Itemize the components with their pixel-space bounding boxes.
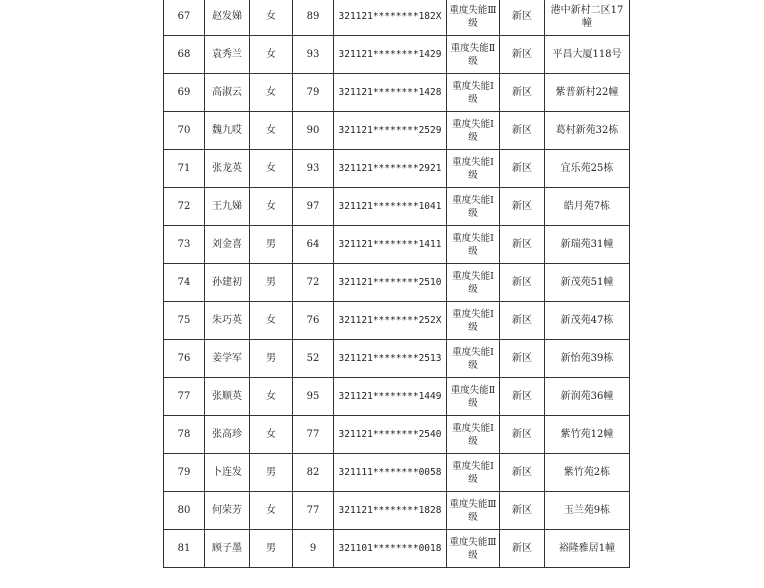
table-row [164,492,630,530]
row-number: 71 [164,150,205,188]
address-cell: 皓月苑7栋 [545,188,630,226]
disability-level-cell: 重度失能Ⅲ级 [447,492,500,530]
table-row [164,226,630,264]
disability-level-cell: 重度失能Ⅰ级 [447,454,500,492]
area-cell: 新区 [500,226,545,264]
disability-level-cell: 重度失能Ⅱ级 [447,378,500,416]
id-number-cell: 321121********2540 [334,416,447,454]
age-cell: 77 [293,492,334,530]
person-name: 刘金喜 [205,226,250,264]
person-name: 何荣芳 [205,492,250,530]
age-cell: 82 [293,454,334,492]
row-number: 77 [164,378,205,416]
person-name: 张高珍 [205,416,250,454]
sex-cell: 女 [250,74,293,112]
person-name: 赵发娣 [205,0,250,36]
age-cell: 97 [293,188,334,226]
address-cell: 新润苑36幢 [545,378,630,416]
table-row [164,112,630,150]
address-cell: 新茂苑51幢 [545,264,630,302]
address-cell: 平昌大厦118号 [545,36,630,74]
disability-level-cell: 重度失能Ⅰ级 [447,416,500,454]
table-row [164,340,630,378]
address-cell: 新茂苑47栋 [545,302,630,340]
row-number: 68 [164,36,205,74]
person-name: 卜连发 [205,454,250,492]
id-number-cell: 321121********252X [334,302,447,340]
area-cell: 新区 [500,74,545,112]
area-cell: 新区 [500,302,545,340]
address-cell: 紫竹苑2栋 [545,454,630,492]
disability-level-cell: 重度失能Ⅰ级 [447,188,500,226]
sex-cell: 女 [250,112,293,150]
age-cell: 93 [293,150,334,188]
age-cell: 64 [293,226,334,264]
data-table-container [163,0,625,568]
person-name: 王九娣 [205,188,250,226]
age-cell: 95 [293,378,334,416]
id-number-cell: 321101********0018 [334,530,447,568]
person-name: 顾子墨 [205,530,250,568]
row-number: 69 [164,74,205,112]
person-name: 张龙英 [205,150,250,188]
row-number: 80 [164,492,205,530]
person-name: 魏九哎 [205,112,250,150]
age-cell: 93 [293,36,334,74]
address-cell: 紫普新村22幢 [545,74,630,112]
id-number-cell: 321121********2529 [334,112,447,150]
address-cell: 裕隆雅居1幢 [545,530,630,568]
table-row [164,0,630,36]
table-row [164,74,630,112]
disability-level-cell: 重度失能Ⅲ级 [447,530,500,568]
area-cell: 新区 [500,150,545,188]
table-row [164,36,630,74]
table-row [164,378,630,416]
sex-cell: 女 [250,302,293,340]
table-body [164,0,630,568]
sex-cell: 女 [250,0,293,36]
area-cell: 新区 [500,36,545,74]
area-cell: 新区 [500,530,545,568]
disability-level-cell: 重度失能Ⅰ级 [447,264,500,302]
address-cell: 港中新村二区17幢 [545,0,630,36]
age-cell: 79 [293,74,334,112]
person-name: 朱巧英 [205,302,250,340]
person-name: 孙建初 [205,264,250,302]
table-row [164,416,630,454]
area-cell: 新区 [500,188,545,226]
age-cell: 52 [293,340,334,378]
id-number-cell: 321121********2510 [334,264,447,302]
sex-cell: 女 [250,378,293,416]
id-number-cell: 321111********0058 [334,454,447,492]
sex-cell: 男 [250,340,293,378]
id-number-cell: 321121********1041 [334,188,447,226]
row-number: 79 [164,454,205,492]
age-cell: 77 [293,416,334,454]
disability-level-cell: 重度失能Ⅲ级 [447,0,500,36]
area-cell: 新区 [500,492,545,530]
row-number: 74 [164,264,205,302]
row-number: 78 [164,416,205,454]
age-cell: 9 [293,530,334,568]
area-cell: 新区 [500,0,545,36]
area-cell: 新区 [500,340,545,378]
disability-level-cell: 重度失能Ⅰ级 [447,112,500,150]
person-name: 姜学军 [205,340,250,378]
address-cell: 新瑞苑31幢 [545,226,630,264]
sex-cell: 男 [250,226,293,264]
table-row [164,188,630,226]
id-number-cell: 321121********1411 [334,226,447,264]
elderly-care-table [163,0,630,568]
id-number-cell: 321121********1828 [334,492,447,530]
table-row [164,264,630,302]
table-row [164,530,630,568]
id-number-cell: 321121********1428 [334,74,447,112]
row-number: 81 [164,530,205,568]
disability-level-cell: 重度失能Ⅰ级 [447,74,500,112]
row-number: 75 [164,302,205,340]
sex-cell: 女 [250,492,293,530]
id-number-cell: 321121********1429 [334,36,447,74]
age-cell: 72 [293,264,334,302]
sex-cell: 男 [250,530,293,568]
disability-level-cell: 重度失能Ⅰ级 [447,302,500,340]
table-row [164,302,630,340]
age-cell: 89 [293,0,334,36]
area-cell: 新区 [500,378,545,416]
sex-cell: 女 [250,150,293,188]
sex-cell: 女 [250,36,293,74]
row-number: 70 [164,112,205,150]
area-cell: 新区 [500,264,545,302]
sex-cell: 女 [250,188,293,226]
sex-cell: 男 [250,264,293,302]
row-number: 76 [164,340,205,378]
age-cell: 90 [293,112,334,150]
disability-level-cell: 重度失能Ⅰ级 [447,340,500,378]
age-cell: 76 [293,302,334,340]
address-cell: 新怡苑39栋 [545,340,630,378]
address-cell: 葛村新苑32栋 [545,112,630,150]
disability-level-cell: 重度失能Ⅰ级 [447,226,500,264]
person-name: 袁秀兰 [205,36,250,74]
sex-cell: 男 [250,454,293,492]
address-cell: 玉兰苑9栋 [545,492,630,530]
table-row [164,454,630,492]
address-cell: 紫竹苑12幢 [545,416,630,454]
id-number-cell: 321121********2513 [334,340,447,378]
table-row [164,150,630,188]
row-number: 73 [164,226,205,264]
person-name: 高淑云 [205,74,250,112]
area-cell: 新区 [500,112,545,150]
sex-cell: 女 [250,416,293,454]
disability-level-cell: 重度失能Ⅱ级 [447,36,500,74]
area-cell: 新区 [500,454,545,492]
row-number: 72 [164,188,205,226]
person-name: 张顺英 [205,378,250,416]
disability-level-cell: 重度失能Ⅰ级 [447,150,500,188]
address-cell: 宜乐苑25栋 [545,150,630,188]
id-number-cell: 321121********182X [334,0,447,36]
row-number: 67 [164,0,205,36]
id-number-cell: 321121********1449 [334,378,447,416]
area-cell: 新区 [500,416,545,454]
id-number-cell: 321121********2921 [334,150,447,188]
